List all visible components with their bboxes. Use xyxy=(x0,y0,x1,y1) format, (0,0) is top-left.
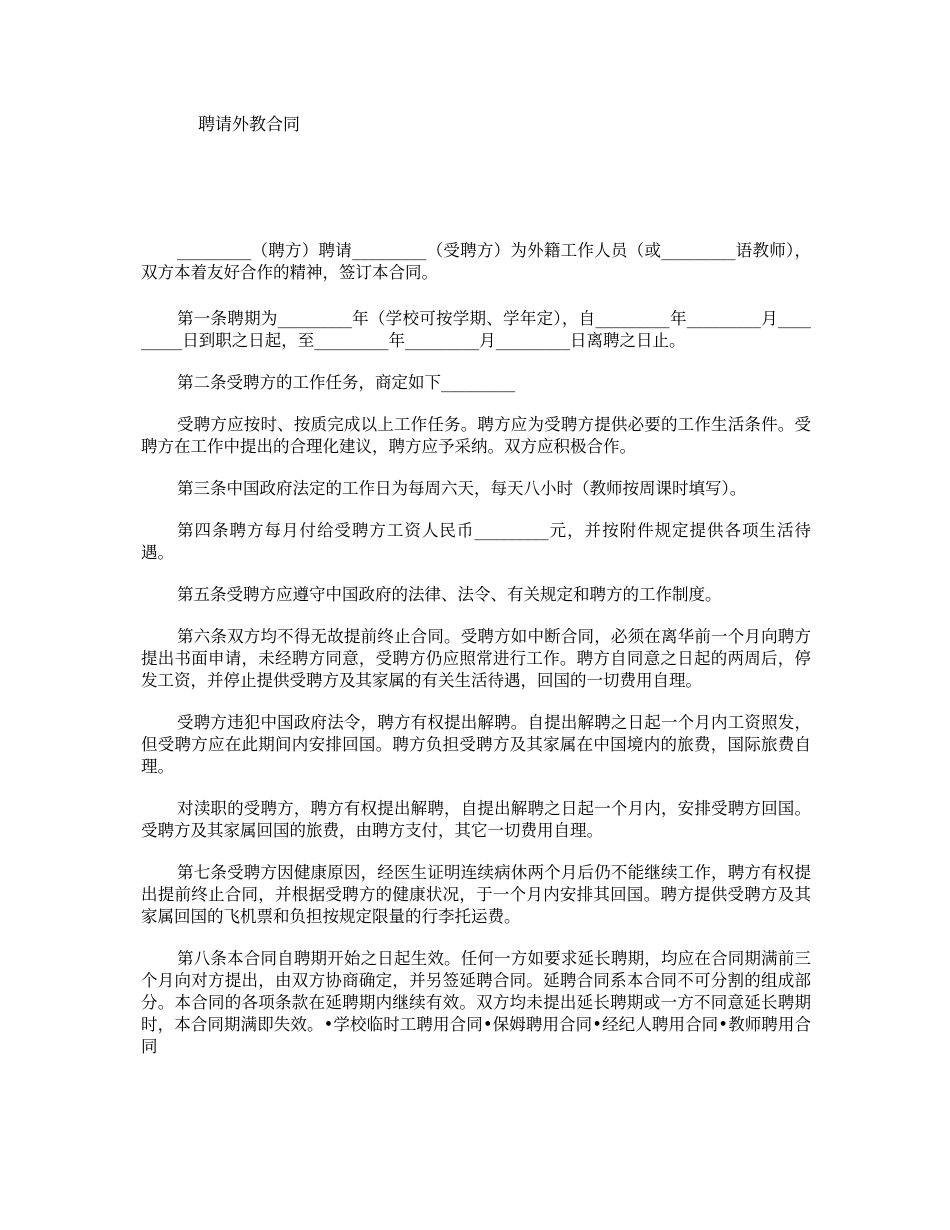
document-body xyxy=(141,240,811,1078)
paragraph-article-2: 第二条受聘方的工作任务，商定如下_________ xyxy=(177,373,516,392)
paragraph-article-6-violation: 受聘方违犯中国政府法令，聘方有权提出解聘。自提出解聘之日起一个月内工资照发，但受聘方应在此期间内安排回国。聘方负担受聘方及其家属在中国境内的旅费，国际旅费自理。 xyxy=(141,713,811,776)
paragraph-article-8: 第八条本合同自聘期开始之日起生效。任何一方如要求延长聘期，均应在合同期满前三个月向对方提出，由双方协商确定，并另签延聘合同。延聘合同系本合同不可分割的组成部分。本合同的各项条款在延聘期内继续有效。双方均未提出延长聘期或一方不同意延长聘期时，本合同期满即失效。•学校临时工聘用合同•保姆聘用合同•经纪人聘用合同•教师聘用合同 xyxy=(141,949,811,1056)
paragraph-article-6: 第六条双方均不得无故提前终止合同。受聘方如中断合同，必须在离华前一个月向聘方提出书面申请，未经聘方同意，受聘方仍应照常进行工作。聘方自同意之日起的两周后，停发工资，并停止提供受聘方及其家属的有关生活待遇，回国的一切费用自理。 xyxy=(141,627,811,690)
paragraph-article-4: 第四条聘方每月付给受聘方工资人民币_________元，并按附件规定提供各项生活待遇。 xyxy=(141,521,811,562)
document-title: 聘请外教合同 xyxy=(198,115,300,135)
paragraph-article-3: 第三条中国政府法定的工作日为每周六天，每天八小时（教师按周课时填写）。 xyxy=(177,479,747,498)
paragraph-article-5: 第五条受聘方应遵守中国政府的法律、法令、有关规定和聘方的工作制度。 xyxy=(177,585,722,604)
paragraph-intro: _________（聘方）聘请_________（受聘方）为外籍工作人员（或_________语教师），双方本着友好合作的精神，签订本合同。 xyxy=(141,241,811,282)
paragraph-article-7: 第七条受聘方因健康原因，经医生证明连续病休两个月后仍不能继续工作，聘方有权提出提前终止合同，并根据受聘方的健康状况，于一个月内安排其回国。聘方提供受聘方及其家属回国的飞机票和负担按规定限量的行李托运费。 xyxy=(141,863,811,926)
paragraph-article-2-detail: 受聘方应按时、按质完成以上工作任务。聘方应为受聘方提供必要的工作生活条件。受聘方在工作中提出的合理化建议，聘方应予采纳。双方应积极合作。 xyxy=(141,415,811,456)
paragraph-article-6-dereliction: 对渎职的受聘方，聘方有权提出解聘，自提出解聘之日起一个月内，安排受聘方回国。受聘方及其家属回国的旅费，由聘方支付，其它一切费用自理。 xyxy=(141,799,811,840)
paragraph-article-1: 第一条聘期为_________年（学校可按学期、学年定），自_________年_________月_________日到职之日起，至_________年_________月_________日离聘之日止。 xyxy=(141,309,811,350)
